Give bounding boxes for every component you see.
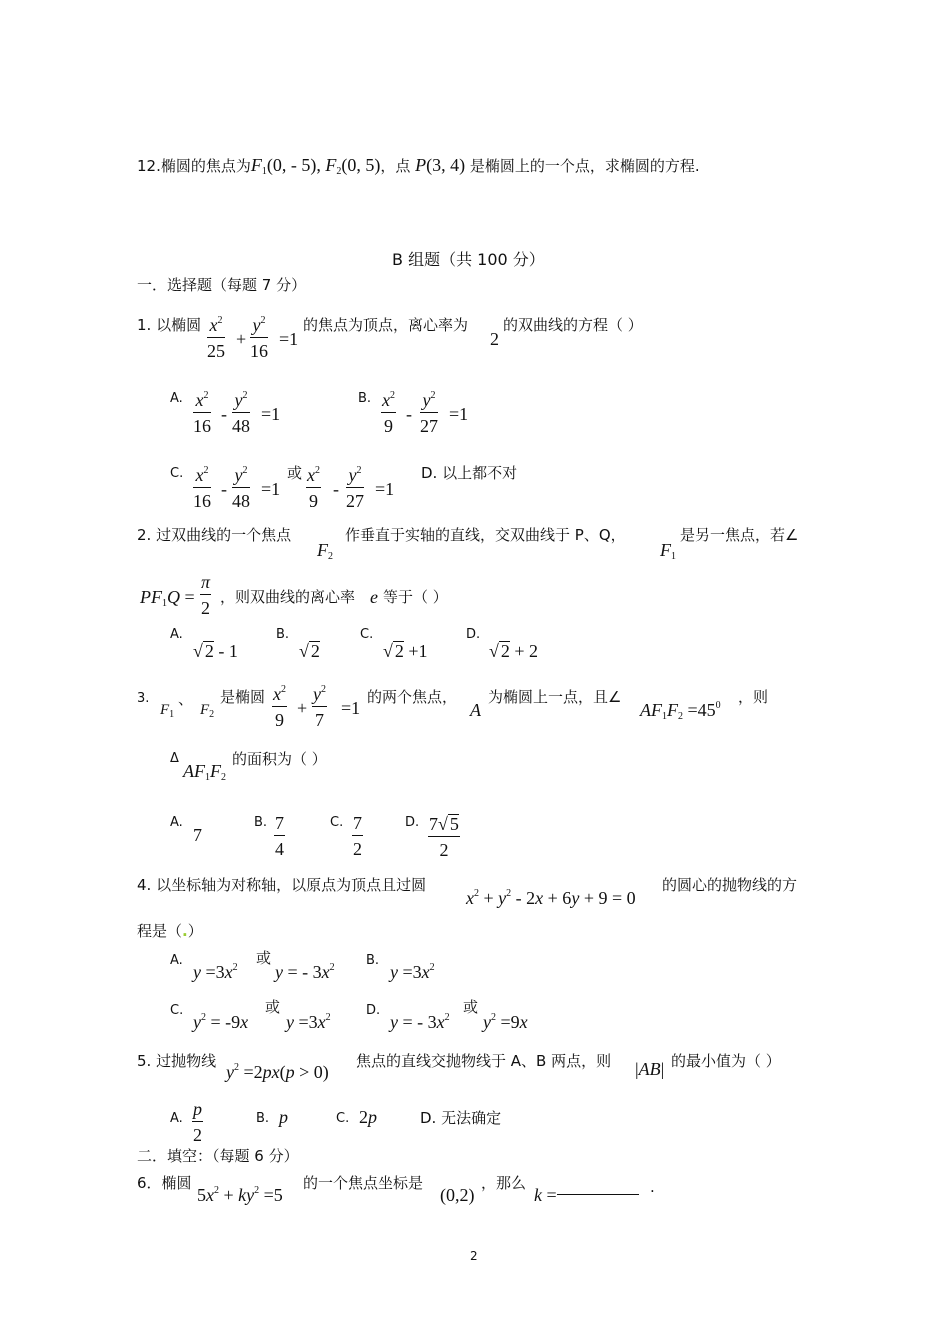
question-4-text: 的圆心的抛物线的方 <box>662 876 798 894</box>
formula-fraction: $\frac{\pi}{2}$ <box>201 572 211 618</box>
formula-fraction: $\frac{y^2}{27}$ <box>346 465 364 511</box>
formula-fraction: $\frac{y^2}{27}$ <box>420 390 438 436</box>
question-12: 12.椭圆的焦点为$F_1(0$, - 5), $F_2(0$, 5)，点 P(3, 4) 是椭圆上的一个点，求椭圆的方程. <box>137 155 700 177</box>
formula-fraction: $\frac{7√ 5}{2}$ <box>429 814 459 860</box>
formula-fraction: $\frac{y^2}{48}$ <box>232 390 250 436</box>
question-3-prefix: 3. <box>137 691 150 706</box>
formula-point: (0,2) <box>440 1185 475 1205</box>
formula-option: √ 2 +1 <box>383 641 428 661</box>
formula-f2: $F_2$ <box>317 540 333 562</box>
part1-heading: 一．选择题（每题 7 分） <box>137 276 307 294</box>
formula-point: P(3, 4) <box>415 155 466 175</box>
question-6-prefix: 6．椭圆 <box>137 1174 192 1192</box>
question-2-text: 作垂直于实轴的直线，交双曲线于 P、Q， <box>345 526 626 544</box>
option-label: C. <box>170 1003 184 1018</box>
option-label: A. <box>170 627 183 642</box>
dot-mark: . <box>182 922 188 940</box>
formula-fraction: $\frac{7}{2}$ <box>353 813 362 859</box>
option-d: D. 无法确定 <box>420 1109 502 1127</box>
section-b-title: B 组题（共 100 分） <box>392 250 545 269</box>
formula-angle: $PF_1Q$ = <box>140 587 195 609</box>
formula-foci: $F_1(0$, - 5), $F_2(0$, 5) <box>250 155 381 177</box>
option-label: A. <box>170 391 183 406</box>
formula-option: √ 2 <box>299 641 320 661</box>
formula-fraction: $\frac{y^2}{48}$ <box>232 465 250 511</box>
question-2-prefix: 2. 过双曲线的一个焦点 <box>137 526 292 544</box>
formula-triangle: $AF_1F_2$ <box>183 761 226 783</box>
formula-option: $y =3x^2$ <box>390 962 435 982</box>
formula-option: √ 2 + 2 <box>489 641 539 661</box>
formula-a: A <box>470 700 481 720</box>
formula-f1: $F_1$ <box>660 540 676 562</box>
option-label: B. <box>366 953 380 968</box>
question-2-text-b: 是另一焦点，若∠ <box>680 526 799 544</box>
formula-fraction: $\frac{p}{2}$ <box>193 1099 202 1145</box>
formula-fraction: $\frac{x^2}{16}$ <box>193 465 211 511</box>
option-label: C. <box>170 466 184 481</box>
question-2-text-c: ，则双曲线的离心率 <box>220 588 356 606</box>
formula-option: √ 2 - 1 <box>193 641 238 661</box>
formula-fraction: $\frac{y^2}{16}$ <box>250 315 268 361</box>
formula-option: y = - $3x^2$ <box>390 1012 450 1032</box>
question-1-prefix: 1. 以椭圆 <box>137 316 202 334</box>
option-label: B. <box>276 627 290 642</box>
formula-option: 2p <box>359 1107 377 1127</box>
formula-ab: |AB| <box>635 1059 665 1079</box>
option-label: D. <box>466 627 481 642</box>
question-6-text-b: ，那么 <box>481 1174 527 1192</box>
option-label: C. <box>360 627 374 642</box>
formula-option: $y =3x^2$ <box>286 1012 331 1032</box>
formula-f1: $F_1$ <box>160 702 175 720</box>
formula-parabola: $y^2 =2px(p > 0)$ <box>226 1062 329 1082</box>
question-2-text-d: 等于（ ） <box>383 588 448 606</box>
formula-fraction: $\frac{x^2}{25}$ <box>207 315 225 361</box>
or-word: 或 <box>287 464 303 482</box>
question-3-text-b: 的两个焦点， <box>367 688 458 706</box>
option-d: D. 以上都不对 <box>421 464 518 482</box>
eccentricity-value: 2 <box>490 329 499 349</box>
question-1-text-b: 的双曲线的方程（ ） <box>503 316 643 334</box>
question-1-text: 的焦点为顶点，离心率为 <box>303 316 469 334</box>
formula-option: $y^2 =9x$ <box>483 1012 528 1032</box>
answer-blank[interactable] <box>557 1194 639 1195</box>
formula-option: $y^2 = -9x$ <box>193 1012 249 1032</box>
question-3-text-c: 为椭圆上一点，且∠ <box>488 688 622 706</box>
question-5-text-b: 的最小值为（ ） <box>671 1052 781 1070</box>
delta-symbol: Δ <box>170 751 179 766</box>
question-4-prefix: 4. 以坐标轴为对称轴，以原点为顶点且过圆 <box>137 876 427 894</box>
part2-heading: 二．填空：（每题 6 分） <box>137 1147 299 1165</box>
option-label: D. <box>366 1003 381 1018</box>
question-3-text: 是椭圆 <box>220 688 266 706</box>
option-label: A. <box>170 953 183 968</box>
question-5-prefix: 5. 过抛物线 <box>137 1052 217 1070</box>
formula-fraction: $\frac{x^2}{16}$ <box>193 390 211 436</box>
option-label: A. <box>170 815 183 830</box>
formula-option: $y =3x^2$ <box>193 962 238 982</box>
option-label: C. <box>330 815 344 830</box>
formula-fraction: $\frac{x^2}{9}$ <box>273 684 286 730</box>
formula-fraction: $\frac{x^2}{9}$ <box>307 465 320 511</box>
formula-option: p <box>279 1107 288 1127</box>
document-page: 12.椭圆的焦点为$F_1(0$, - 5), $F_2(0$, 5)，点 P(3, 4) 是椭圆上的一个点，求椭圆的方程. B 组题（共 100 分） 一．选择题（每题 7 分） 1. 以椭圆 $\frac{x^2}{25}$ + $\frac{y^2}{16}$ =1 的焦点为顶点，离心率为 2 的双曲线的方程（ ） A. $\frac{x^2}{16}$ - $\frac{y^2}{48}$ =1 B. $\frac{x^2}{9}$ - $\frac{y^2}{27}$ =1 C. $\frac{x^2}{16}$ - $\frac{y^2}{48}$ =1 或 $\frac{x^2}{9}$ - $\frac{y^2}{27}$ =1 D. 以上都不对 2. 过双曲线的一个焦点 $F_2$ 作垂直于实轴的直线，交双曲线于 P、Q， $F_1$ 是另一焦点，若∠ $PF_1Q$ = $\frac{\pi}{2}$ ，则双曲线的离心率 e 等于（ ） A. √ 2 - 1 B. √ 2 C. √ 2 +1 D. √ 2 + 2 3. $F_1$ 、 $F_2$ 是椭圆 $\frac{x^2}{9}$ + $\frac{y^2}{7}$ =1 的两个焦点， A 为椭圆上一点，且∠ $AF_1F_2 =45^0$ ，则 Δ $AF_1F_2$ 的面积为（ ） A. 7 B. $\frac{7}{4}$ C. $\frac{7}{2}$ D. $\frac{7√ 5}{2}$ 4. 以坐标轴为对称轴，以原点为顶点且过圆 $x^2 + y^2 - 2x + 6y + 9 = 0$ 的圆心的抛物线的方 程是（.） A. $y =3x^2$ 或 y = - $3x^2$ B. $y =3x^2$ C. $y^2 = -9x$ 或 $y =3x^2$ D. y = - $3x^2$ 或 $y^2 =9x$ 5. 过抛物线 $y^2 =2px(p > 0)$ 焦点的直线交抛物线于 A、B 两点，则 |AB| 的最小值为（ ） A. $\frac{p}{2}$ B. p C. 2p D. 无法确定 二．填空：（每题 6 分） 6．椭圆 $5x^2 + ky^2 =5$ 的一个焦点坐标是 (0,2) ，那么 k = . 2 <box>137 155 799 1263</box>
question-5-text: 焦点的直线交抛物线于 A、B 两点，则 <box>356 1052 612 1070</box>
question-3-text-d: ，则 <box>738 688 769 706</box>
question-3-text-e: 的面积为（ ） <box>232 750 327 768</box>
formula-fraction: $\frac{7}{4}$ <box>275 813 284 859</box>
option-label: B. <box>254 815 268 830</box>
formula-option: y = - $3x^2$ <box>275 962 335 982</box>
formula-option: 7 <box>193 825 202 845</box>
formula-fraction: $\frac{y^2}{7}$ <box>313 684 326 730</box>
formula-circle: $x^2 + y^2 - 2x + 6y + 9 = 0$ <box>466 888 636 908</box>
option-label: D. <box>405 815 420 830</box>
formula-f2: $F_2$ <box>200 702 215 720</box>
page-number: 2 <box>470 1249 478 1263</box>
formula-angle: $AF_1F_2 =45^0$ <box>640 700 721 722</box>
option-label: B. <box>256 1111 270 1126</box>
option-label: B. <box>358 391 372 406</box>
formula-fraction: $\frac{x^2}{9}$ <box>382 390 395 436</box>
question-6-text: 的一个焦点坐标是 <box>303 1174 424 1192</box>
option-label: C. <box>336 1111 350 1126</box>
formula-e: e <box>370 587 378 607</box>
formula-k: k = <box>534 1186 639 1204</box>
formula-ellipse: $5x^2 + ky^2 =5$ <box>197 1185 283 1205</box>
option-label: A. <box>170 1111 183 1126</box>
